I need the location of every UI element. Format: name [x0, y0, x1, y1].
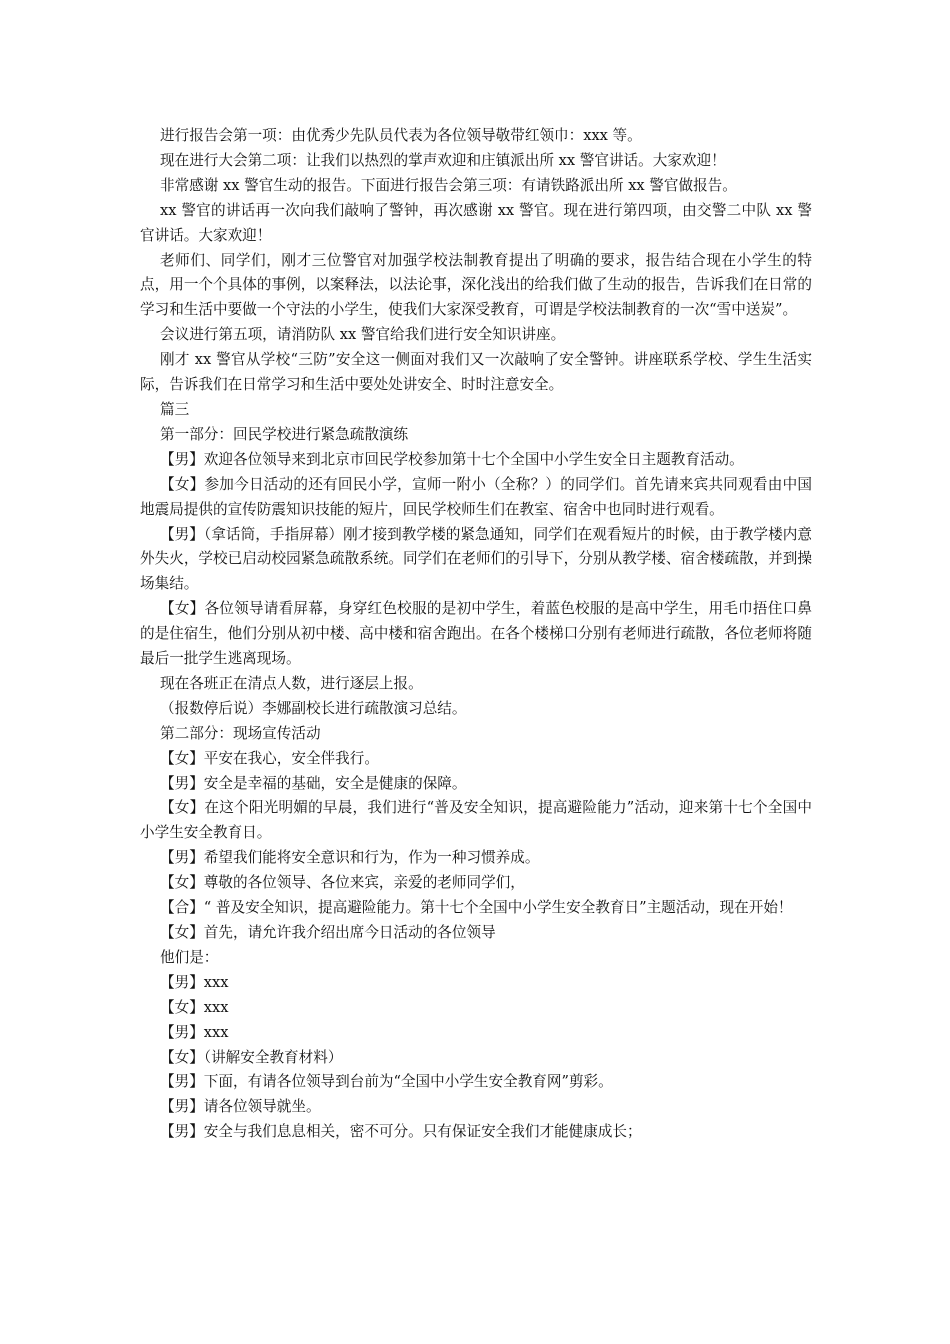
- section-subheading: 第一部分：回民学校进行紧急疏散演练: [160, 425, 409, 443]
- section-heading: 篇三: [160, 400, 190, 418]
- paragraph: 【女】各位领导请看屏幕，身穿红色校服的是初中学生，着蓝色校服的是高中学生，用毛巾捂住口鼻的是住宿生，他们分别从初中楼、高中楼和宿舍跑出。在各个楼梯口分别有老师进行疏散，各位老师将随最后一批学生逃离现场。: [140, 600, 812, 668]
- paragraph: 【女】尊敬的各位领导、各位来宾，亲爱的老师同学们，: [160, 874, 525, 892]
- paragraph: （报数停后说）李娜副校长进行疏散演习总结。: [160, 699, 467, 717]
- paragraph: 【女】xxx: [160, 998, 229, 1016]
- paragraph: 【女】平安在我心，安全伴我行。: [160, 749, 379, 767]
- paragraph: 【男】请各位领导就坐。: [160, 1098, 321, 1116]
- paragraph: 【男】安全是幸福的基础，安全是健康的保障。: [160, 774, 467, 792]
- paragraph: 会议进行第五项，请消防队 xx 警官给我们进行安全知识讲座。: [160, 326, 566, 344]
- paragraph: 现在进行大会第二项：让我们以热烈的掌声欢迎和庄镇派出所 xx 警官讲话。大家欢迎！: [160, 151, 726, 169]
- paragraph: 刚才 xx 警官从学校“三防”安全这一侧面对我们又一次敲响了安全警钟。讲座联系学校、学生生活实际，告诉我们在日常学习和生活中要处处讲安全、时时注意安全。: [140, 351, 812, 394]
- paragraph: 【男】xxx: [160, 973, 229, 991]
- paragraph: 非常感谢 xx 警官生动的报告。下面进行报告会第三项：有请铁路派出所 xx 警官做报告。: [160, 176, 737, 194]
- paragraph: 【合】“ 普及安全知识，提高避险能力。第十七个全国中小学生安全教育日”主题活动，现在开始！: [160, 899, 793, 917]
- paragraph: 【男】下面，有请各位领导到台前为“全国中小学生安全教育网”剪彩。: [160, 1073, 613, 1091]
- paragraph: 【女】（讲解安全教育材料）: [160, 1048, 343, 1066]
- section-subheading: 第二部分：现场宣传活动: [160, 724, 321, 742]
- document-body: [140, 124, 812, 1145]
- paragraph: 【女】在这个阳光明媚的早晨，我们进行“普及安全知识，提高避险能力”活动，迎来第十七个全国中小学生安全教育日。: [140, 799, 812, 842]
- paragraph: 进行报告会第一项：由优秀少先队员代表为各位领导敬带红领巾：xxx 等。: [160, 127, 642, 144]
- paragraph: 【男】xxx: [160, 1023, 229, 1041]
- paragraph: 【女】首先，请允许我介绍出席今日活动的各位领导: [160, 924, 496, 941]
- paragraph: 【女】参加今日活动的还有回民小学，宣师一附小（全称？）的同学们。首先请来宾共同观看由中国地震局提供的宣传防震知识技能的短片，回民学校师生们在教室、宿舍中也同时进行观看。: [140, 475, 812, 518]
- paragraph: 【男】欢迎各位领导来到北京市回民学校参加第十七个全国中小学生安全日主题教育活动。: [160, 450, 744, 468]
- paragraph: 【男】希望我们能将安全意识和行为，作为一种习惯养成。: [160, 849, 540, 867]
- paragraph: xx 警官的讲话再一次向我们敲响了警钟，再次感谢 xx 警官。现在进行第四项，由交警二中队 xx 警官讲话。大家欢迎！: [140, 201, 812, 244]
- paragraph: 【男】（拿话筒，手指屏幕）刚才接到教学楼的紧急通知，同学们在观看短片的时候，由于教学楼内意外失火，学校已启动校园紧急疏散系统。同学们在老师们的引导下，分别从教学楼、宿舍楼疏散，并到操场集结。: [140, 525, 812, 593]
- paragraph: 现在各班正在清点人数，进行逐层上报。: [160, 674, 423, 692]
- paragraph: 老师们、同学们，刚才三位警官对加强学校法制教育提出了明确的要求，报告结合现在小学生的特点，用一个个具体的事例，以案释法，以法论事，深化浅出的给我们做了生动的报告，告诉我们在日常的学习和生活中要做一个守法的小学生，使我们大家深受教育，可谓是学校法制教育的一次“雪中送炭”。: [140, 251, 812, 319]
- paragraph: 【男】安全与我们息息相关，密不可分。只有保证安全我们才能健康成长；: [160, 1123, 642, 1141]
- paragraph: 他们是：: [160, 948, 219, 966]
